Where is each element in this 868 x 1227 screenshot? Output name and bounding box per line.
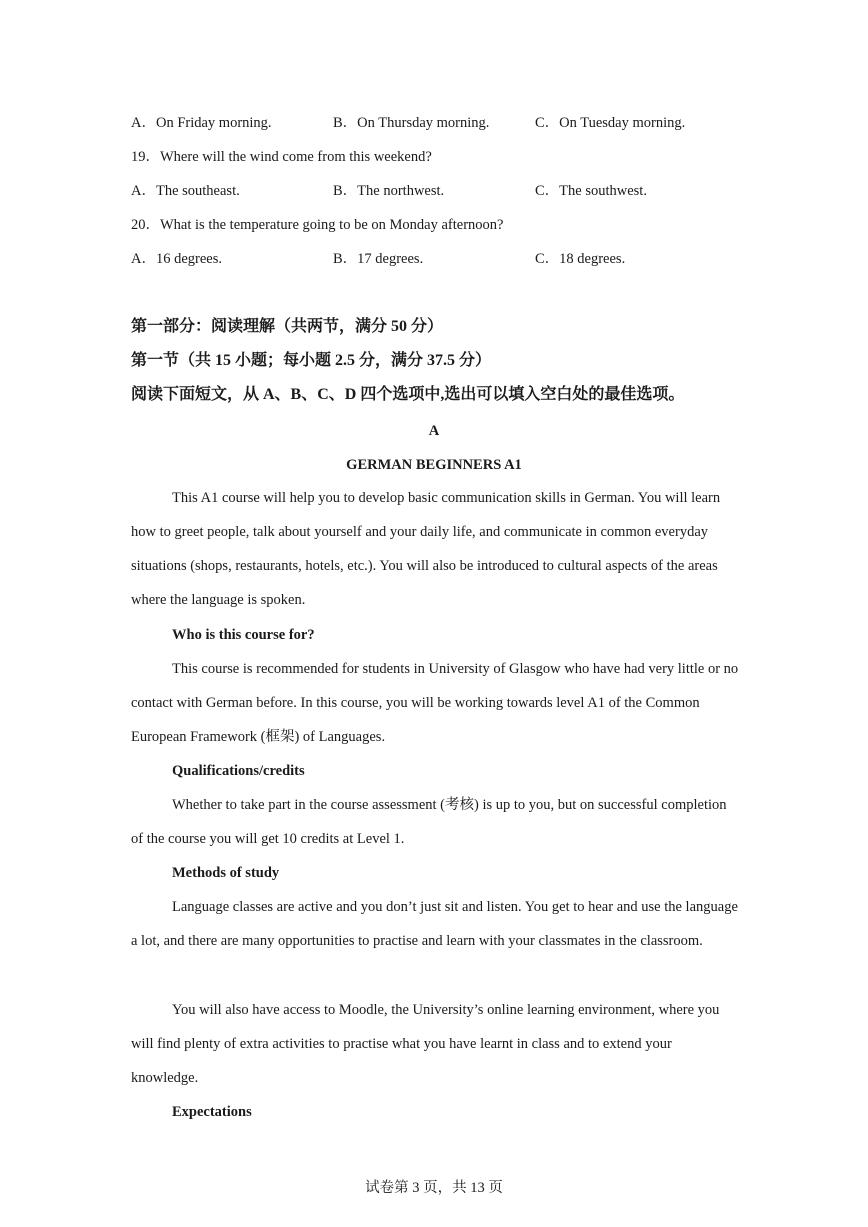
qual-text: Whether to take part in the course assessment (考核) is up to you, but on successful completion of the course you will get 10 credits at Level 1. [131,797,727,847]
methods-text-2: You will also have access to Moodle, the University’s online learning environment, where you will find plenty of extra activities to practise what you have learnt in class and to extend your knowledge. [131,1002,720,1086]
section-title: 第一节（共 15 小题；每小题 2.5 分，满分 37.5 分） [131,352,492,369]
q20-option-c: C．18 degrees. [535,251,626,267]
q19-option-b: B．The northwest. [333,183,445,199]
qual-heading: Qualifications/credits [172,763,305,779]
passage-label: A [428,423,440,439]
expect-heading: Expectations [172,1104,252,1120]
q20-option-a: A．16 degrees. [131,251,223,267]
methods-text-1: Language classes are active and you don’t just sit and listen. You get to hear and use the language a lot, and there are many opportunities to practise and learn with your classmates in the classroom. [131,899,738,949]
who-heading: Who is this course for? [172,627,315,643]
q19-question: 19．Where will the wind come from this weekend? [131,149,432,165]
passage-title: GERMAN BEGINNERS A1 [346,457,522,473]
q20-question: 20．What is the temperature going to be on Monday afternoon? [131,217,504,233]
passage-intro: This A1 course will help you to develop basic communication skills in German. You will learn how to greet people, talk about yourself and your daily life, and communicate in common everyday situations (shops, restaurants, hotels, etc.). You will also be introduced to cultural aspects of the areas where the language is spoken. [131,490,721,608]
q19-option-a: A．The southeast. [131,183,240,199]
q20-option-b: B．17 degrees. [333,251,424,267]
q18-option-b: B．On Thursday morning. [333,115,490,131]
part-title: 第一部分：阅读理解（共两节，满分 50 分） [131,318,444,335]
methods-heading: Methods of study [172,865,280,881]
q18-option-c: C．On Tuesday morning. [535,115,686,131]
section-instruction: 阅读下面短文，从 A、B、C、D 四个选项中,选出可以填入空白处的最佳选项。 [131,386,685,403]
who-text: This course is recommended for students in University of Glasgow who have had very little or no contact with German before. In this course, you will be working towards level A1 of the Common European Framework (框架) of Languages. [131,661,739,745]
q19-option-c: C．The southwest. [535,183,647,199]
page-footer: 试卷第 3 页，共 13 页 [365,1180,503,1196]
q18-option-a: A．On Friday morning. [131,115,272,131]
